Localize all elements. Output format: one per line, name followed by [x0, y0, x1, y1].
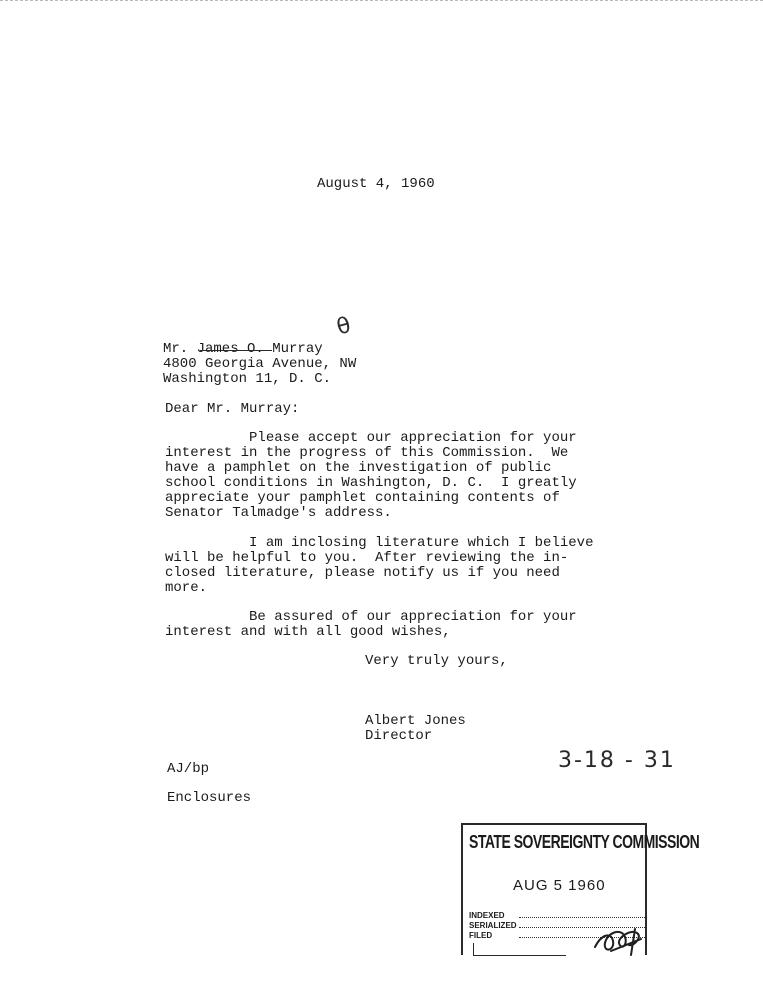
stamp-title: STATE SOVEREIGNTY COMMISSION — [469, 831, 700, 852]
paragraph-line: interest in the progress of this Commission. We — [165, 445, 569, 461]
recipient-city: Washington 11, D. C. — [163, 371, 332, 387]
recipient-name-strike — [200, 350, 272, 351]
paragraph-line: appreciate your pamphlet containing contents of — [165, 490, 560, 506]
handwritten-number: 3-18 - 31 — [558, 748, 676, 773]
stamp-row-label: INDEXED — [469, 911, 505, 920]
paragraph-line: I am inclosing literature which I believe — [165, 535, 594, 551]
paragraph-line: more. — [165, 580, 208, 596]
recipient-street: 4800 Georgia Avenue, NW — [163, 356, 357, 372]
enclosures-note: Enclosures — [167, 790, 252, 806]
paragraph-line: Senator Talmadge's address. — [165, 505, 392, 521]
paragraph-line: will be helpful to you. After reviewing the in- — [165, 550, 569, 566]
stamp-row-indexed — [469, 911, 645, 920]
paragraph-line: closed literature, please notify us if you need — [165, 565, 560, 581]
letter-date: August 4, 1960 — [317, 176, 435, 192]
correction-mark: θ — [334, 312, 356, 341]
page-top-border — [0, 0, 763, 1]
stamp-row-label: SERIALIZED — [469, 921, 517, 930]
typist-initials: AJ/bp — [167, 761, 210, 777]
paragraph-line: have a pamphlet on the investigation of public — [165, 460, 552, 476]
signer-title: Director — [365, 728, 433, 744]
salutation: Dear Mr. Murray: — [165, 401, 300, 417]
signer-name: Albert Jones — [365, 713, 466, 729]
recipient-name: Mr. James O. Murray — [163, 341, 323, 357]
paragraph-line: interest and with all good wishes, — [165, 624, 451, 640]
stamp-row-line — [519, 917, 645, 918]
stamp-date: AUG 5 1960 — [513, 877, 606, 894]
paragraph-line: school conditions in Washington, D. C. I greatly — [165, 475, 577, 491]
paragraph-line: Be assured of our appreciation for your — [165, 609, 577, 625]
stamp-initials-scribble — [591, 921, 647, 957]
paragraph-line: Please accept our appreciation for your — [165, 430, 577, 446]
stamp-row-label: FILED — [469, 931, 493, 940]
commission-stamp — [461, 823, 700, 955]
closing: Very truly yours, — [365, 653, 508, 669]
stamp-box — [473, 943, 566, 956]
